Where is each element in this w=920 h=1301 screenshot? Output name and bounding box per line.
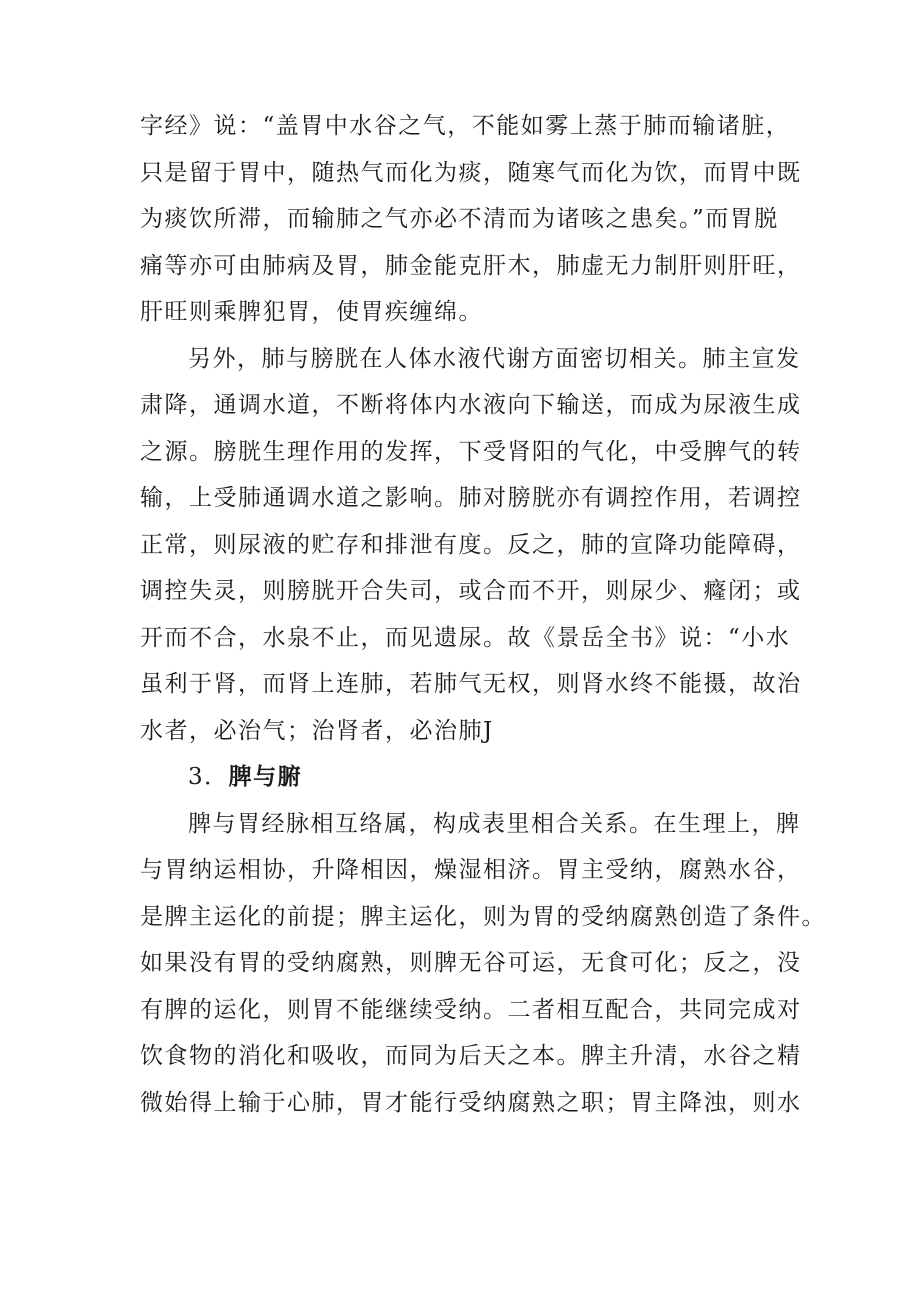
text-line: 水者，必治气；治肾者，必治肺J xyxy=(140,717,494,744)
text-line: 肃降，通调水道，不断将体内水液向下输送，而成为尿液生成 xyxy=(140,392,802,418)
paragraph-1 xyxy=(140,103,802,336)
text-line: 为痰饮所滞，而输肺之气亦必不清而为诸咳之患矣。”而胃脱 xyxy=(140,206,779,232)
text-line: 输，上受肺通调水道之影响。肺对膀胱亦有调控作用，若调控 xyxy=(140,485,802,511)
text-line: 开而不合，水泉不止，而见遗尿。故《景岳全书》说：“小水 xyxy=(140,624,791,651)
document-body xyxy=(140,103,826,1126)
text-line: 正常，则尿液的贮存和排泄有度。反之，肺的宣降功能障碍， xyxy=(140,531,802,558)
text-line: 饮食物的消化和吸收，而同为后天之本。脾主升清，水谷之精 xyxy=(140,1043,802,1069)
text-line: 脾与胃经脉相互络属，构成表里相合关系。在生理上，脾 xyxy=(188,810,801,837)
text-line: 微始得上输于心肺，胃才能行受纳腐熟之职；胃主降浊，则水 xyxy=(140,1089,802,1116)
text-line: 另外，肺与膀胱在人体水液代谢方面密切相关。肺主宣发 xyxy=(188,345,801,372)
text-line: 有脾的运化，则胃不能继续受纳。二者相互配合，共同完成对 xyxy=(140,996,802,1023)
paragraph-3 xyxy=(140,801,826,1127)
section-heading xyxy=(140,754,780,801)
section-number: 3． xyxy=(188,764,229,790)
text-line: 之源。膀胱生理作用的发挥，下受肾阳的气化，中受脾气的转 xyxy=(140,438,802,465)
text-line: 虽利于肾，而肾上连肺，若肺气无权，则肾水终不能摄，故治 xyxy=(140,671,802,697)
text-line: 字经》说：“盖胃中水谷之气，不能如雾上蒸于肺而输诸脏， xyxy=(140,113,791,139)
text-line: 与胃纳运相协，升降相因，燥湿相济。胃主受纳，腐熟水谷， xyxy=(140,857,802,883)
text-line: 痛等亦可由肺病及胃，肺金能克肝木，肺虚无力制肝则肝旺， xyxy=(140,252,802,279)
text-line: 肝旺则乘脾犯胃，使胃疾缠绵。 xyxy=(140,299,483,325)
section-title: 脾与腑 xyxy=(228,763,303,790)
text-line: 如果没有胃的受纳腐熟，则脾无谷可运，无食可化；反之，没 xyxy=(140,950,802,976)
paragraph-2 xyxy=(140,336,802,755)
text-line: 是脾主运化的前提；脾主运化，则为胃的受纳腐熟创造了条件。 xyxy=(140,903,826,930)
text-line: 调控失灵，则膀胱开合失司，或合而不开，则尿少、癃闭；或 xyxy=(140,578,802,604)
text-line: 只是留于胃中，随热气而化为痰，随寒气而化为饮，而胃中既 xyxy=(140,159,802,186)
